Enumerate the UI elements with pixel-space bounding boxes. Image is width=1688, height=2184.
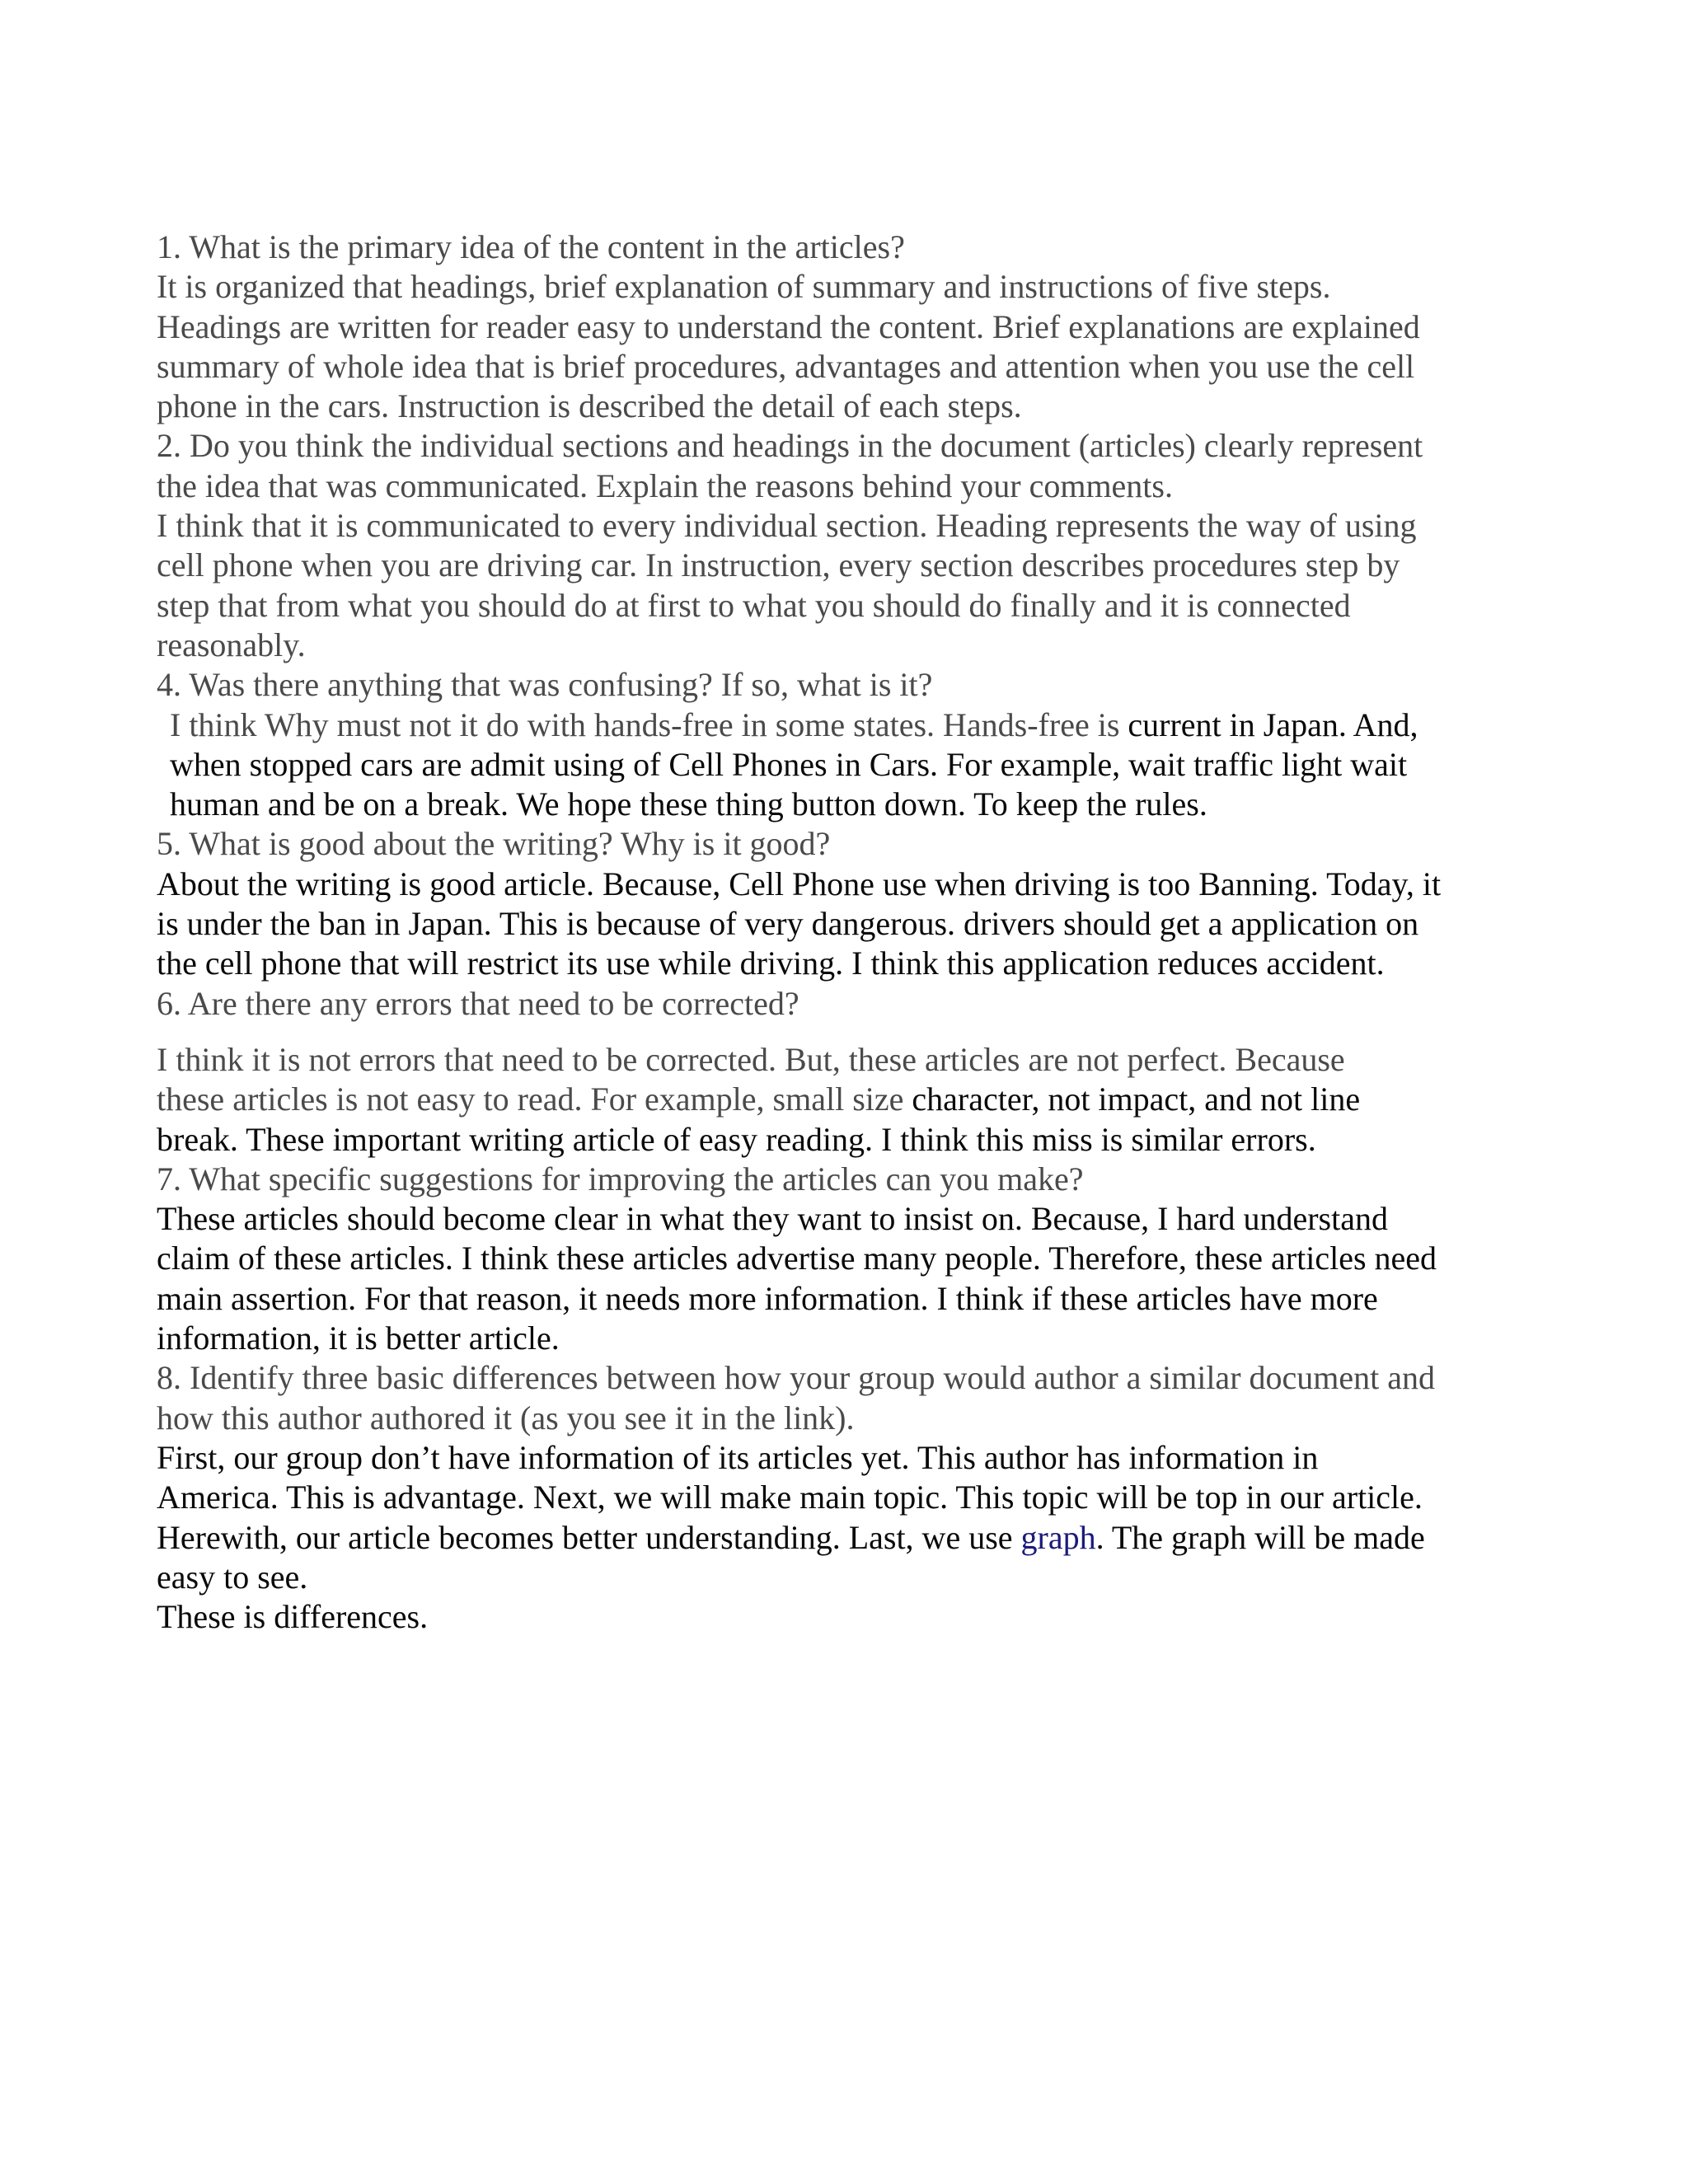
answer-7-line-1: These articles should become clear in what they want to insist on. Because, I hard understand [157,1200,1388,1238]
answer-6-line-2-black: character, not impact, and not line [912,1080,1361,1118]
answer-4-line-2: when stopped cars are admit using of Cell Phones in Cars. For example, wait traffic light wait [170,745,1408,783]
question-5: 5. What is good about the writing? Why is it good? [157,825,831,863]
question-8-line-1: 8. Identify three basic differences between how your group would author a similar document and [157,1359,1435,1397]
answer-1-line-3: summary of whole idea that is brief procedures, advantages and attention when you use the cell [157,347,1415,385]
answer-4-line-1 [157,705,1574,745]
answer-4-line-1-gray: I think Why must not it do with hands-free in some states. Hands-free is [170,705,1128,743]
answer-8-line-3-pre: Herewith, our article becomes better understanding. Last, we use [157,1518,1021,1556]
answer-6-line-1: I think it is not errors that need to be corrected. But, these articles are not perfect. Because [157,1040,1345,1078]
answer-7-line-4: information, it is better article. [157,1319,560,1357]
answer-2-line-4: reasonably. [157,626,306,663]
answer-6-line-3: break. These important writing article of easy reading. I think this miss is similar errors. [157,1120,1316,1158]
answer-8-line-3 [157,1518,1574,1558]
answer-1-line-2: Headings are written for reader easy to understand the content. Brief explanations are explained [157,307,1420,345]
closing-line: These is differences. [157,1598,429,1636]
answer-2-line-2: cell phone when you are driving car. In instruction, every section describes procedures step by [157,546,1400,584]
answer-2-line-1: I think that it is communicated to every individual section. Heading represents the way of using [157,507,1417,545]
question-6: 6. Are there any errors that need to be corrected? [157,984,799,1022]
answer-5-line-2: is under the ban in Japan. This is because of very dangerous. drivers should get a application on [157,905,1419,943]
answer-5-line-3: the cell phone that will restrict its use while driving. I think this application reduces accident. [157,944,1385,982]
answer-8-line-4: easy to see. [157,1558,308,1596]
answer-7-line-2: claim of these articles. I think these articles advertise many people. Therefore, these articles need [157,1240,1437,1277]
answer-2-line-3: step that from what you should do at first to what you should do finally and it is connected [157,586,1351,624]
question-4: 4. Was there anything that was confusing? If so, what is it? [157,666,933,704]
question-7: 7. What specific suggestions for improving the articles can you make? [157,1160,1084,1197]
question-1: 1. What is the primary idea of the content in the articles? [157,228,905,265]
answer-7-line-3: main assertion. For that reason, it needs more information. I think if these articles have more [157,1279,1378,1317]
answer-1-line-1: It is organized that headings, brief explanation of summary and instructions of five steps. [157,268,1331,306]
answer-6-line-2 [157,1080,1574,1119]
answer-8-line-3-post: . The graph will be made [1095,1518,1425,1556]
answer-1-line-4: phone in the cars. Instruction is described the detail of each steps. [157,387,1022,425]
question-8-line-2: how this author authored it (as you see it in the link). [157,1399,855,1436]
answer-8-line-2: America. This is advantage. Next, we will make main topic. This topic will be top in our article. [157,1479,1423,1516]
question-2-line-1: 2. Do you think the individual sections and headings in the document (articles) clearly represent [157,427,1423,465]
question-2-line-2: the idea that was communicated. Explain the reasons behind your comments. [157,466,1173,504]
graph-link[interactable]: graph [1020,1518,1096,1556]
answer-8-line-1: First, our group don’t have information of its articles yet. This author has information in [157,1438,1319,1476]
answer-5-line-1: About the writing is good article. Because, Cell Phone use when driving is too Banning. Today, it [157,865,1442,902]
answer-6-line-2-gray: these articles is not easy to read. For example, small size [157,1080,912,1118]
document-body [157,227,1574,1637]
answer-4-line-1-black: current in Japan. And, [1128,705,1418,743]
answer-4-line-3: human and be on a break. We hope these thing button down. To keep the rules. [170,785,1207,823]
